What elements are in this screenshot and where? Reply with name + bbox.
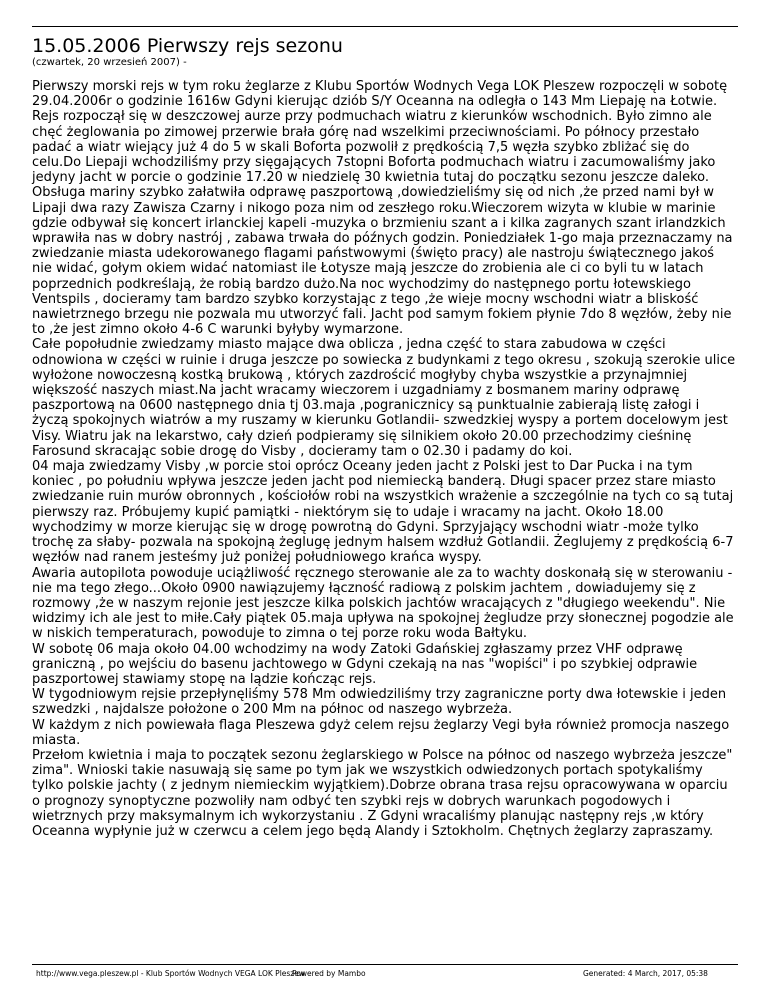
top-divider [32, 26, 738, 27]
article-paragraph: Rejs rozpoczął się w deszczowej aurze przy podmuchach wiatru z kierunków wschodnich. Było zimno ale chęć żeglowania po zimowej przerwie brała górę nad wszelkimi przeciwnościami. Po północy przestało padać a wiatr wiejący już 4 do 5 w skali Boforta pozwolił z prędkością 7,5 węzła szybko zbliżać się do celu.Do Liepaji wchodziliśmy przy sięgających 7stopni Boforta podmuchach wiatru i zacumowaliśmy jako jedyny jacht w porcie o godzinie 17.20 w niedzielę 30 kwietnia tutaj do początku sezonu jeszcze daleko. Obsługa mariny szybko załatwiła odprawę paszportową ,dowiedzieliśmy się od nich ,że przed nami był w Lipaji dwa razy Zawisza Czarny i nikogo poza nim od zeszłego roku.Wieczorem wizyta w klubie w marinie gdzie odbywał się koncert irlanckiej kapeli -muzyka o brzmieniu szant a i kilka zagranych szant irlandzkich wprawiła nas w dobry nastrój , zabawa trwała do późnych godzin. Poniedziałek 1-go maja przeznaczamy na zwiedzanie miasta udekorowanego flagami państwowymi (święto pracy) ale nastroju świątecznego jakoś nie widać, gołym okiem widać natomiast ile Łotysze mają jeszcze do zrobienia ale ci co byli tu w latach poprzednich podkreślają, że robią bardzo dużo.Na noc wychodzimy do następnego portu łotewskiego Ventspils , docieramy tam bardzo szybko korzystając z tego ,że wieje mocny wschodni wiatr a bliskość nawietrznego brzegu nie pozwala mu utworzyć fali. Jacht pod samym fokiem płynie 7do 8 węzłów, żeby nie to ,że jest zimno około 4-6 C warunki byłyby wymarzone. [32, 109, 733, 338]
article-paragraph: W każdym z nich powiewała flaga Pleszewa gdyż celem rejsu żeglarzy Vegi była również promocja naszego miasta. [32, 717, 730, 748]
article-paragraph: Przełom kwietnia i maja to początek sezonu żeglarskiego w Polsce na północ od naszego wybrzeża jeszcze" zima". Wnioski takie nasuwają się same po tym jak we wszystkich odwiedzonych portach spotykaliśmy tylko polskie jachty ( z jednym niemieckim wyjątkiem).Dobrze obrana trasa rejsu opracowywana w oparciu o prognozy synoptyczne pozwoliły nam odbyć ten szybki rejs w dobrych warunkach pogodowych i wietrznych przy maksymalnym ich wykorzystaniu . Z Gdyni wracaliśmy planując następny rejs ,w który Oceanna wypłynie już w czerwcu a celem jego będą Alandy i Sztokholm. Chętnych żeglarzy zapraszamy. [32, 747, 733, 839]
footer-site-link[interactable]: http://www.vega.pleszew.pl - Klub Sportów Wodnych VEGA LOK Pleszew [36, 969, 305, 978]
bottom-divider [32, 964, 738, 965]
footer-generated-date: Generated: 4 March, 2017, 05:38 [583, 969, 708, 978]
article-body [32, 79, 738, 839]
article-paragraph: Całe popołudnie zwiedzamy miasto mające dwa oblicza , jedna część to stara zabudowa w części odnowiona w części w ruinie i druga jeszcze po sowiecka z budynkami z tego okresu , szokują szerokie ulice wyłożone nowoczesną kostką brukową , których zazdrościć mogłyby chyba wszystkie a przynajmniej większość naszych miast.Na jacht wracamy wieczorem i uzgadniamy z bosmanem mariny odprawę paszportową na 0600 następnego dnia tj 03.maja ,pogranicznicy są punktualnie zabierają listę załogi i życzą spokojnych wiatrów a my ruszamy w kierunku Gotlandii- szwedzkiej wyspy a portem docelowym jest Visy. Wiatru jak na lekarstwo, cały dzień podpieramy się silnikiem około 20.00 przechodzimy cieśninę Farosund skracając sobie drogę do Visby , docieramy tam o 02.30 i padamy do koi. [32, 337, 736, 459]
footer-powered-by: Powered by Mambo [292, 969, 366, 978]
article-date: (czwartek, 20 wrzesień 2007) - [32, 57, 187, 68]
article-paragraph: Pierwszy morski rejs w tym roku żeglarze z Klubu Sportów Wodnych Vega LOK Pleszew rozpoczęli w sobotę 29.04.2006r o godzinie 1616w Gdyni kierując dziób S/Y Oceanna na odległa o 143 Mm Liepaję na Łotwie. [32, 79, 728, 110]
article-title: 15.05.2006 Pierwszy rejs sezonu [32, 35, 343, 57]
article-paragraph: 04 maja zwiedzamy Visby ,w porcie stoi oprócz Oceany jeden jacht z Polski jest to Dar Pucka i na tym koniec , po południu wpływa jeszcze jeden jacht pod niemiecką banderą. Długi spacer przez stare miasto zwiedzanie ruin murów obronnych , kościołów robi na wszystkich wrażenie a szczególnie na tych co są tutaj pierwszy raz. Próbujemy kupić pamiątki - niektórym się to udaje i wracamy na jacht. Około 18.00 wychodzimy w morze kierując się w drogę powrotną do Gdyni. Sprzyjający wschodni wiatr -może tylko trochę za słaby- pozwala na spokojną żeglugę jednym halsem wzdłuż Gotlandii. Żeglujemy z prędkością 6-7 węzłów nad ranem jesteśmy już poniżej południowego krańca wyspy. [32, 459, 734, 566]
article-paragraph: W tygodniowym rejsie przepłynęliśmy 578 Mm odwiedziliśmy trzy zagraniczne porty dwa łotewskie i jeden szwedzki , najdalsze położone o 200 Mm na północ od naszego wybrzeża. [32, 687, 727, 718]
article-paragraph: W sobotę 06 maja około 04.00 wchodzimy na wody Zatoki Gdańskiej zgłaszamy przez VHF odprawę graniczną , po wejściu do basenu jachtowego w Gdyni czekają na nas "wopiści" i po szybkiej odprawie paszportowej stawiamy stopę na lądzie kończąc rejs. [32, 641, 698, 687]
article-paragraph: Awaria autopilota powoduje uciążliwość ręcznego sterowanie ale za to wachty doskonałą się w sterowaniu - nie ma tego złego...Około 0900 nawiązujemy łączność radiową z polskim jachtem , dowiadujemy się z rozmowy ,że w naszym rejonie jest jeszcze kilka polskich jachtów wracających z "długiego weekendu". Nie widzimy ich ale jest to miłe.Cały piątek 05.maja upływa na spokojnej żegludze przy słonecznej pogodzie ale w niskich temperaturach, powoduje to zimna o tej porze roku woda Bałtyku. [32, 565, 734, 642]
